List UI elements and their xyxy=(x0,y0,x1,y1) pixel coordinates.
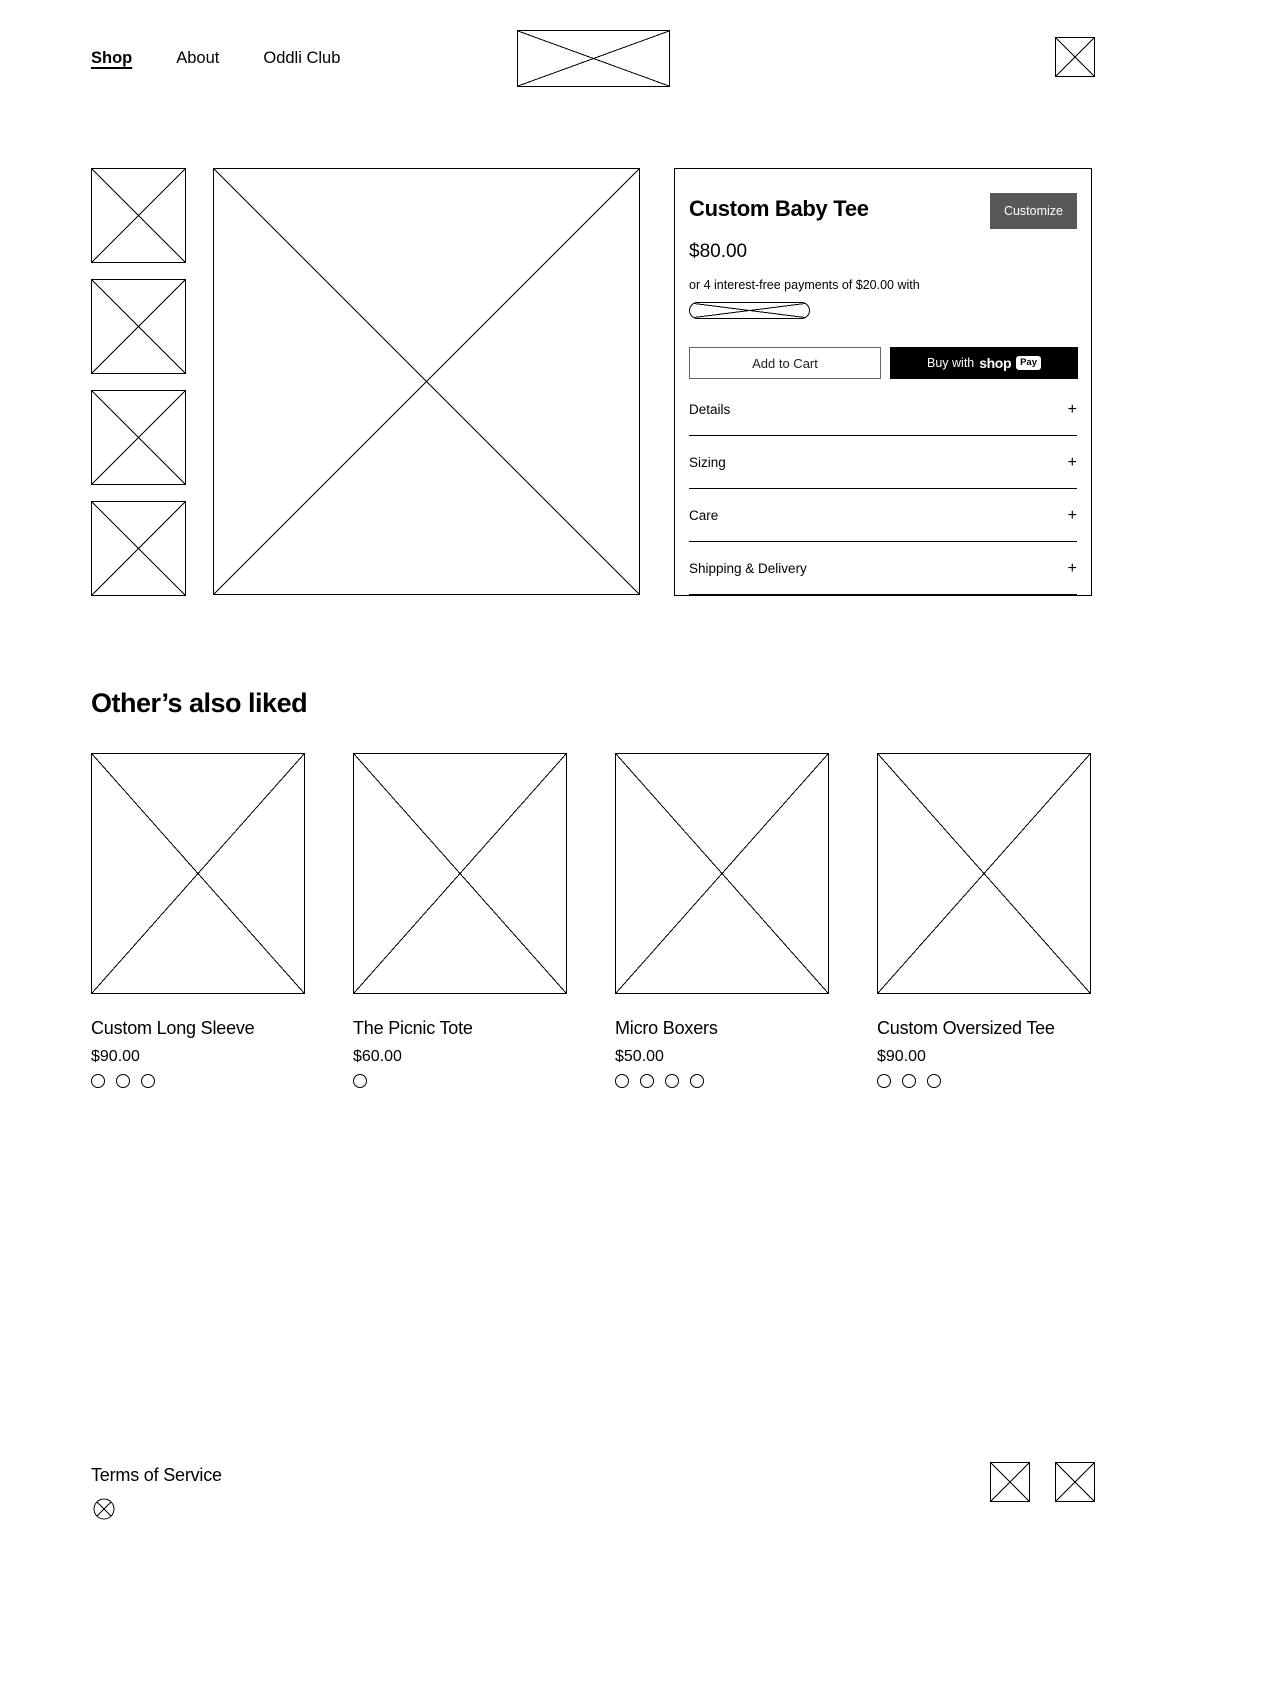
primary-navigation xyxy=(91,46,340,70)
product-card-name: Micro Boxers xyxy=(615,1018,718,1038)
shop-pay-badge-icon: Pay xyxy=(1016,356,1041,370)
customize-button[interactable]: Customize xyxy=(990,193,1077,229)
terms-of-service-link[interactable]: Terms of Service xyxy=(91,1465,222,1485)
logo-placeholder-icon[interactable] xyxy=(517,30,670,87)
circled-x-icon xyxy=(93,1498,115,1520)
color-swatch-list xyxy=(91,1074,305,1088)
color-swatch-list xyxy=(615,1074,829,1088)
product-card-price: $50.00 xyxy=(615,1048,664,1065)
buy-with-shop-pay-button[interactable] xyxy=(890,347,1078,379)
color-swatch[interactable] xyxy=(690,1074,704,1088)
product-card-custom-long-sleeve[interactable] xyxy=(91,753,305,1088)
product-hero-image[interactable] xyxy=(213,168,640,595)
color-swatch-list xyxy=(877,1074,1091,1088)
accordion-row-care[interactable] xyxy=(689,507,1077,542)
product-card-price: $90.00 xyxy=(877,1048,926,1065)
color-swatch[interactable] xyxy=(91,1074,105,1088)
color-swatch[interactable] xyxy=(116,1074,130,1088)
product-card-image[interactable] xyxy=(91,753,305,994)
accordion-label: Details xyxy=(689,402,731,417)
product-card-micro-boxers[interactable] xyxy=(615,753,829,1088)
product-price: $80.00 xyxy=(689,241,748,262)
color-swatch[interactable] xyxy=(877,1074,891,1088)
related-products-grid xyxy=(91,753,1092,1088)
color-swatch[interactable] xyxy=(927,1074,941,1088)
plus-icon[interactable]: + xyxy=(1067,507,1077,524)
nav-item-oddli-club[interactable]: Oddli Club xyxy=(263,49,341,67)
accordion-label: Sizing xyxy=(689,455,726,470)
product-card-image[interactable] xyxy=(615,753,829,994)
product-card-image[interactable] xyxy=(877,753,1091,994)
social-icon-2[interactable] xyxy=(1055,1462,1095,1502)
product-card-price: $60.00 xyxy=(353,1048,402,1065)
nav-item-shop[interactable]: Shop xyxy=(91,49,133,67)
color-swatch[interactable] xyxy=(353,1074,367,1088)
site-header xyxy=(0,0,1280,118)
payment-provider-logo-placeholder-icon xyxy=(689,302,810,319)
product-title-row xyxy=(689,195,1077,229)
product-card-image[interactable] xyxy=(353,753,567,994)
accordion-row-sizing[interactable] xyxy=(689,454,1077,489)
installment-text: or 4 interest-free payments of $20.00 with xyxy=(689,278,920,292)
nav-item-about[interactable]: About xyxy=(176,49,220,67)
product-section xyxy=(0,168,1280,598)
color-swatch[interactable] xyxy=(665,1074,679,1088)
product-thumbnail-list xyxy=(91,168,186,596)
product-thumbnail-4[interactable] xyxy=(91,501,186,596)
related-section-heading: Other’s also liked xyxy=(91,688,308,718)
product-card-name: Custom Long Sleeve xyxy=(91,1018,255,1038)
cart-icon[interactable] xyxy=(1055,37,1095,77)
product-info-card xyxy=(674,168,1092,596)
shop-pay-prefix-label: Buy with xyxy=(927,356,975,370)
social-icon-1[interactable] xyxy=(990,1462,1030,1502)
site-footer xyxy=(0,1448,1280,1568)
product-card-name: Custom Oversized Tee xyxy=(877,1018,1055,1038)
color-swatch[interactable] xyxy=(640,1074,654,1088)
product-thumbnail-3[interactable] xyxy=(91,390,186,485)
accordion-label: Care xyxy=(689,508,719,523)
add-to-cart-button[interactable]: Add to Cart xyxy=(689,347,881,379)
accordion-label: Shipping & Delivery xyxy=(689,561,807,576)
plus-icon[interactable]: + xyxy=(1067,560,1077,577)
product-card-custom-oversized-tee[interactable] xyxy=(877,753,1091,1088)
plus-icon[interactable]: + xyxy=(1067,401,1077,418)
purchase-button-row xyxy=(689,347,1077,379)
product-card-the-picnic-tote[interactable] xyxy=(353,753,567,1088)
plus-icon[interactable]: + xyxy=(1067,454,1077,471)
page-title: Custom Baby Tee xyxy=(689,196,869,221)
product-card-price: $90.00 xyxy=(91,1048,140,1065)
accordion-row-details[interactable] xyxy=(689,401,1077,436)
color-swatch[interactable] xyxy=(141,1074,155,1088)
product-card-name: The Picnic Tote xyxy=(353,1018,473,1038)
shop-pay-brand-label: shop xyxy=(979,355,1012,371)
color-swatch-list xyxy=(353,1074,567,1088)
accordion-row-shipping-delivery[interactable] xyxy=(689,560,1077,595)
color-swatch[interactable] xyxy=(615,1074,629,1088)
product-thumbnail-2[interactable] xyxy=(91,279,186,374)
color-swatch[interactable] xyxy=(902,1074,916,1088)
product-thumbnail-1[interactable] xyxy=(91,168,186,263)
product-accordion xyxy=(689,401,1077,595)
